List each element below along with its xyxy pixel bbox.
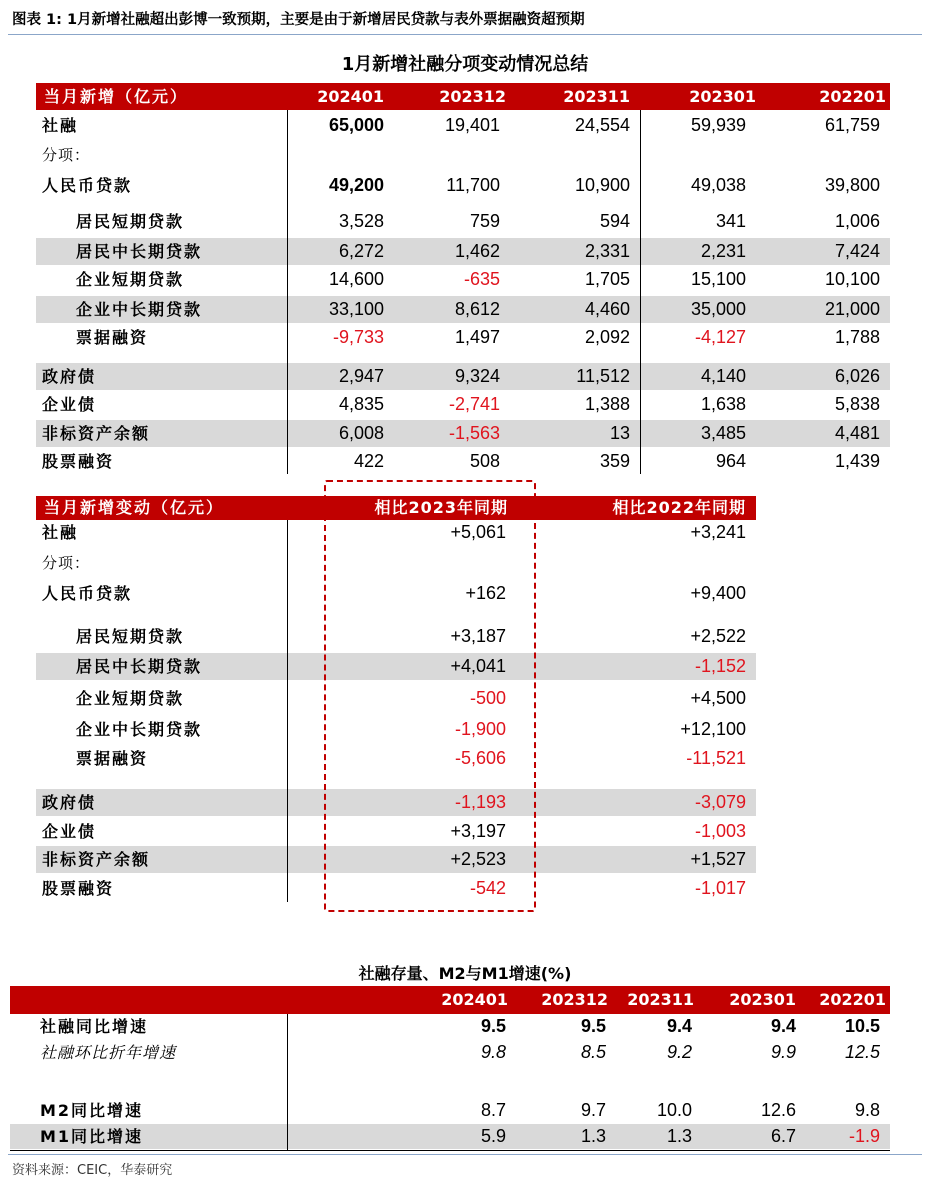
figure-title: 图表 1: 1月新增社融超出彭博一致预期，主要是由于新增居民贷款与表外票据融资超预期 — [12, 12, 585, 28]
table1-cell: 6,026 — [834, 366, 880, 386]
table1-vline-left — [287, 110, 288, 474]
table3-cell: 9.7 — [580, 1100, 606, 1120]
table3-row-label: 社融环比折年增速 — [40, 1043, 177, 1062]
table2-cell: +5,061 — [450, 522, 506, 542]
table1-row — [36, 142, 890, 169]
table1-cell: 422 — [353, 451, 384, 471]
table1-cell: 2,331 — [584, 241, 630, 261]
table1-cell: 4,481 — [834, 423, 880, 443]
table1-cell: 15,100 — [690, 269, 746, 289]
table1-row-label: 分项： — [42, 146, 91, 164]
table3-col-202312: 202312 — [541, 990, 608, 1009]
table1-row-label: 股票融资 — [42, 452, 115, 471]
table1-cell: 11,512 — [576, 366, 630, 386]
table3-bottom-rule — [10, 1150, 890, 1151]
table1-cell: 759 — [469, 211, 500, 231]
table3-row-label: M1同比增速 — [40, 1127, 144, 1146]
table2-col-vs-2022: 相比2022年同期 — [612, 498, 746, 517]
table1-cell: 1,462 — [454, 241, 500, 261]
table1-row — [36, 324, 890, 351]
table3-vline — [287, 1014, 288, 1150]
table3-header — [10, 986, 890, 1014]
table1-row-label: 居民中长期贷款 — [76, 242, 203, 261]
table3-col-202301: 202301 — [729, 990, 796, 1009]
table3-col-202201: 202201 — [819, 990, 886, 1009]
table1-cell: 4,140 — [700, 366, 746, 386]
table3-cell: 9.5 — [480, 1016, 506, 1036]
table1-cell: 7,424 — [834, 241, 880, 261]
table3-cell: -1.9 — [848, 1126, 880, 1146]
table2-cell: -1,152 — [694, 656, 746, 676]
table1-row-label: 企业短期贷款 — [76, 270, 185, 289]
bottom-rule — [8, 1154, 922, 1155]
table3-row — [10, 1098, 890, 1123]
table3-row — [10, 1014, 890, 1039]
table1-row — [36, 296, 890, 323]
table2-row-label: 企业债 — [42, 822, 97, 841]
table1-cell: -1,563 — [448, 423, 500, 443]
table1-cell: -2,741 — [448, 394, 500, 414]
table2-cell: +162 — [465, 583, 506, 603]
table2-row-label: 社融 — [42, 523, 79, 542]
table1-cell: 14,600 — [328, 269, 384, 289]
table1-cell: 1,788 — [834, 327, 880, 347]
table1-cell: 1,705 — [584, 269, 630, 289]
table1-cell: 59,939 — [690, 115, 746, 135]
table1-cell: 24,554 — [574, 115, 630, 135]
table2-row-label: 企业短期贷款 — [76, 689, 185, 708]
table1-cell: 11,700 — [446, 175, 500, 195]
table2-row-label: 票据融资 — [76, 749, 149, 768]
table3-cell: 9.9 — [770, 1042, 796, 1062]
table1-row — [36, 266, 890, 293]
table2-header-label: 当月新增变动（亿元） — [44, 498, 225, 517]
table2-cell: -11,521 — [686, 748, 746, 768]
table2-row-label: 政府债 — [42, 793, 97, 812]
table2-cell: +2,523 — [450, 849, 506, 869]
table2-cell: +4,041 — [450, 656, 506, 676]
table2-cell: -1,900 — [454, 719, 506, 739]
table1-cell: 10,100 — [824, 269, 880, 289]
table2-row-label: 居民中长期贷款 — [76, 657, 203, 676]
table1-cell: 9,324 — [454, 366, 500, 386]
table1-col-202312: 202312 — [439, 87, 506, 106]
table1-cell: 1,439 — [834, 451, 880, 471]
table2-cell: +4,500 — [690, 688, 746, 708]
table2-row-label: 分项： — [42, 554, 91, 572]
top-rule — [8, 34, 922, 35]
table2-row-label: 居民短期贷款 — [76, 627, 185, 646]
table1-row — [36, 391, 890, 418]
table1-cell: 1,006 — [834, 211, 880, 231]
table3-cell: 8.5 — [580, 1042, 606, 1062]
table2-cell: -3,079 — [694, 792, 746, 812]
table3-row — [10, 1124, 890, 1149]
table1-row — [36, 172, 890, 199]
table3-row — [10, 1040, 890, 1065]
table1-cell: 2,231 — [700, 241, 746, 261]
table3-cell: 9.2 — [666, 1042, 692, 1062]
highlight-box — [324, 480, 536, 912]
table1-row-label: 政府债 — [42, 367, 97, 386]
source-note: 资料来源：CEIC，华泰研究 — [12, 1163, 173, 1178]
table1-cell: 5,838 — [834, 394, 880, 414]
table3-title: 社融存量、M2与M1增速(%) — [358, 964, 572, 983]
table3-cell: 1.3 — [580, 1126, 606, 1146]
table1-cell: 35,000 — [690, 299, 746, 319]
table1-cell: 61,759 — [824, 115, 880, 135]
table1-title: 1月新增社融分项变动情况总结 — [341, 54, 589, 75]
table1-cell: 4,835 — [338, 394, 384, 414]
table2-cell: +3,197 — [450, 821, 506, 841]
table1-cell: 13 — [609, 423, 630, 443]
table1-row-label: 企业债 — [42, 395, 97, 414]
table1-row-label: 居民短期贷款 — [76, 212, 185, 231]
table1-cell: 3,485 — [700, 423, 746, 443]
table2-row-label: 非标资产余额 — [42, 850, 151, 869]
table1-row — [36, 420, 890, 447]
table2-row-label: 企业中长期贷款 — [76, 720, 203, 739]
table2-row-label: 股票融资 — [42, 879, 115, 898]
table1-row — [36, 208, 890, 235]
table3-cell: 8.7 — [480, 1100, 506, 1120]
table2-cell: +3,241 — [690, 522, 746, 542]
table2-cell: -500 — [469, 688, 506, 708]
table2-cell: -1,193 — [454, 792, 506, 812]
table1-row — [36, 238, 890, 265]
table2-cell: +1,527 — [690, 849, 746, 869]
table1-cell: 8,612 — [454, 299, 500, 319]
table1-cell: 341 — [715, 211, 746, 231]
table1-row-label: 企业中长期贷款 — [76, 300, 203, 319]
table3-cell: 5.9 — [480, 1126, 506, 1146]
table1-cell: 594 — [599, 211, 630, 231]
table1-cell: 1,638 — [700, 394, 746, 414]
table1-cell: -9,733 — [332, 327, 384, 347]
table1-col-202201: 202201 — [819, 87, 886, 106]
table1-header-label: 当月新增（亿元） — [44, 87, 189, 106]
table2-cell: +3,187 — [450, 626, 506, 646]
table1-cell: 3,528 — [338, 211, 384, 231]
table1-cell: 2,947 — [338, 366, 384, 386]
table1-cell: -635 — [463, 269, 500, 289]
table1-row — [36, 112, 890, 139]
table2-cell: -5,606 — [454, 748, 506, 768]
table3-cell: 9.4 — [666, 1016, 692, 1036]
table3-cell: 9.8 — [854, 1100, 880, 1120]
table3-cell: 9.8 — [480, 1042, 506, 1062]
table2-cell: -1,003 — [694, 821, 746, 841]
table1-header — [36, 83, 890, 110]
table1-row-label: 社融 — [42, 116, 79, 135]
table1-cell: 4,460 — [584, 299, 630, 319]
table1-cell: -4,127 — [694, 327, 746, 347]
table2-row-label: 人民币贷款 — [42, 584, 133, 603]
table1-cell: 1,388 — [584, 394, 630, 414]
table3-cell: 12.6 — [760, 1100, 796, 1120]
table1-row-label: 人民币贷款 — [42, 176, 133, 195]
table1-cell: 6,272 — [338, 241, 384, 261]
table1-cell: 2,092 — [584, 327, 630, 347]
table3-cell: 12.5 — [844, 1042, 880, 1062]
table3-row-label: 社融同比增速 — [40, 1017, 149, 1036]
table1-cell: 49,200 — [328, 175, 384, 195]
table2-cell: +9,400 — [690, 583, 746, 603]
table3-cell: 6.7 — [770, 1126, 796, 1146]
table2-cell: +2,522 — [690, 626, 746, 646]
table3-cell: 1.3 — [666, 1126, 692, 1146]
table2-vline — [287, 520, 288, 902]
table3-cell: 10.5 — [844, 1016, 880, 1036]
table3-row-label: M2同比增速 — [40, 1101, 144, 1120]
table1-row-label: 非标资产余额 — [42, 424, 151, 443]
table3-col-202401: 202401 — [441, 990, 508, 1009]
table1-cell: 65,000 — [328, 115, 384, 135]
table3-cell: 10.0 — [656, 1100, 692, 1120]
table1-cell: 10,900 — [574, 175, 630, 195]
table1-cell: 19,401 — [444, 115, 500, 135]
table2-cell: +12,100 — [680, 719, 746, 739]
table1-cell: 6,008 — [338, 423, 384, 443]
table1-col-202301: 202301 — [689, 87, 756, 106]
table1-col-202311: 202311 — [563, 87, 630, 106]
table1-row — [36, 448, 890, 475]
table1-row-label: 票据融资 — [76, 328, 149, 347]
table3-cell: 9.5 — [580, 1016, 606, 1036]
table1-cell: 1,497 — [454, 327, 500, 347]
table1-col-202401: 202401 — [317, 87, 384, 106]
table3-cell: 9.4 — [770, 1016, 796, 1036]
table2-cell: -542 — [469, 878, 506, 898]
table1-cell: 964 — [715, 451, 746, 471]
table1-cell: 39,800 — [824, 175, 880, 195]
table3-col-202311: 202311 — [627, 990, 694, 1009]
table1-cell: 49,038 — [690, 175, 746, 195]
table1-cell: 33,100 — [328, 299, 384, 319]
table1-cell: 21,000 — [824, 299, 880, 319]
table1-row — [36, 363, 890, 390]
table2-cell: -1,017 — [694, 878, 746, 898]
table1-vline-right — [640, 110, 641, 474]
table1-cell: 508 — [469, 451, 500, 471]
table1-cell: 359 — [599, 451, 630, 471]
table2-col-vs-2023: 相比2023年同期 — [374, 498, 508, 517]
